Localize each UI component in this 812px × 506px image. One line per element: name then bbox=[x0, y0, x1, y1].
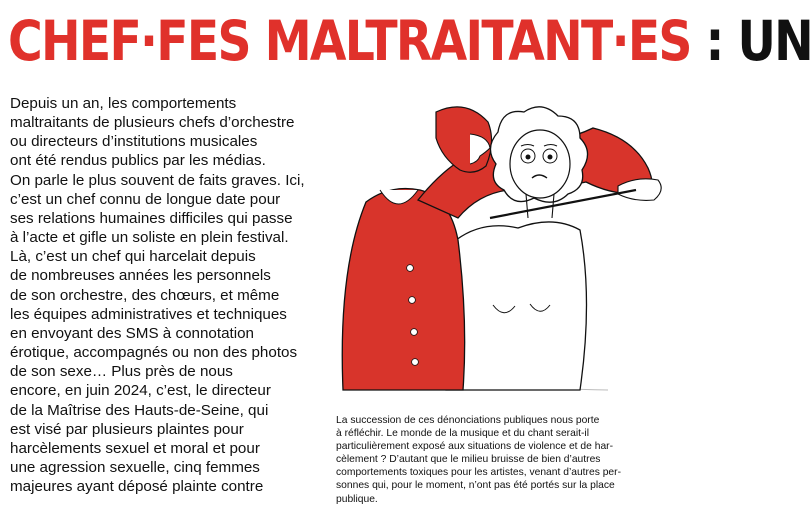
headline-part-2: UN bbox=[737, 9, 812, 73]
body-line: ou directeurs d’institutions musicales bbox=[10, 133, 258, 151]
body-line: c’est un chef connu de longue date pour bbox=[10, 190, 281, 208]
body-line: encore, en juin 2024, c’est, le directeur bbox=[10, 382, 271, 400]
headline bbox=[8, 9, 812, 73]
body-line: à l’acte et gifle un soliste en plein festival. bbox=[10, 229, 289, 247]
body-line: érotique, accompagnés ou non des photos bbox=[10, 344, 298, 362]
caption-line: publique. bbox=[336, 493, 378, 505]
body-line: est visé par plusieurs plaintes pour bbox=[10, 420, 244, 438]
body-line: de son orchestre, des chœurs, et même bbox=[10, 286, 280, 304]
body-line: de la Maîtrise des Hauts-de-Seine, qui bbox=[10, 401, 269, 419]
body-line: en envoyant des SMS à connotation bbox=[10, 324, 255, 342]
illustration-caption bbox=[336, 414, 692, 506]
caption-line: comportements toxiques pour les artistes, venant d’autres per- bbox=[336, 467, 622, 479]
body-line: Depuis un an, les comportements bbox=[10, 95, 237, 112]
body-line: Là, c’est un chef qui harcelait depuis bbox=[10, 248, 256, 266]
body-line: de nombreuses années les personnels bbox=[10, 267, 271, 285]
caption-line: sonnes qui, pour le moment, n’ont pas été portés sur la place bbox=[336, 480, 615, 492]
body-line: harcèlements sexuel et moral et pour bbox=[10, 439, 260, 457]
body-line: On parle le plus souvent de faits graves. Ici, bbox=[10, 171, 305, 189]
body-line: de son sexe… Plus près de nous bbox=[10, 363, 233, 381]
headline-part-1: CHEF·FES MALTRAITANT·ES bbox=[8, 9, 691, 73]
caption-line: La succession de ces dénonciations publiques nous porte bbox=[336, 415, 600, 426]
body-line: majeures ayant déposé plainte contre bbox=[10, 478, 264, 496]
body-line: ont été rendus publics par les médias. bbox=[10, 152, 266, 170]
caption-line: particulièrement exposé aux situations de violence et de har- bbox=[336, 441, 614, 453]
article-body bbox=[10, 94, 322, 496]
body-line: ses relations humaines difficiles qui passe bbox=[10, 209, 293, 227]
caption-line: à réfléchir. Le monde de la musique et du chant serait-il bbox=[336, 428, 589, 440]
body-line: une agression sexuelle, cinq femmes bbox=[10, 458, 260, 476]
body-line: maltraitants de plusieurs chefs d’orchestre bbox=[10, 114, 295, 132]
conductor-harassment-illustration bbox=[318, 90, 700, 402]
body-line: les équipes administratives et techniques bbox=[10, 305, 287, 323]
caption-line: cèlement ? D’autant que le milieu bruisse de bien d’autres bbox=[336, 454, 601, 466]
headline-colon: : bbox=[690, 9, 738, 73]
